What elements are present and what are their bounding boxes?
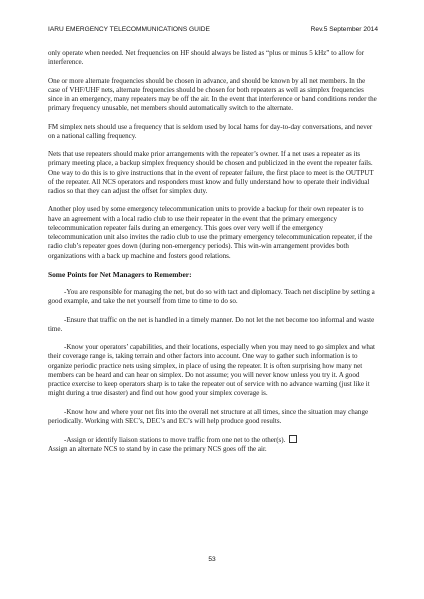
paragraph: Another ploy used by some emergency telecommunication units to provide a backup for their own repeater is to have an agreement with a local radio club to use their repeater in the event that the primary emergency telecommunication repeater fails during an emergency. This goes over very well if the emergency telecommunication unit also invites the radio club to use the primary emergency telecommunication repeater, if the radio club’s repeater goes down (during non-emergency periods). This win-win arrangement provides both organizations with a back up machine and fosters good relations.: [48, 205, 373, 260]
header-title: IARU EMERGENCY TELECOMMUNICATIONS GUIDE: [48, 26, 210, 33]
list-item-text: -Assign or identify liaison stations to move traffic from one net to the other(s).: [64, 436, 286, 444]
header-revision: Rev.5 September 2014: [310, 26, 378, 33]
list-item: [48, 435, 378, 455]
paragraph: only operate when needed. Net frequencies on HF should always be listed as “plus or minus 5 kHz” to allow for interference.: [48, 49, 365, 67]
checkbox-icon: [289, 435, 297, 443]
list-item-text-continued: Assign an alternate NCS to stand by in case the primary NCS goes off the air.: [48, 445, 267, 454]
body-text: [48, 49, 378, 464]
list-item: -Know how and where your net fits into the overall net structure at all times, since the situation may change periodically. Working with SEC’s, DEC’s and EC’s will help produce good results.: [48, 407, 369, 425]
page-number: 53: [208, 556, 216, 563]
paragraph: Nets that use repeaters should make prior arrangements with the repeater’s owner. If a net uses a repeater as its primary meeting place, a backup simplex frequency should be chosen and publicized in the event the repeater fails. One way to do this is to give instructions that in the event of repeater failure, the first place to meet is the OUTPUT of the repeater. All NCS operators and responders must know and fully understand how to operate their individual radios so that they can adjust the offset for simplex duty.: [48, 150, 374, 195]
list-item: -You are responsible for managing the net, but do so with tact and diplomacy. Teach net discipline by setting a good example, and take the net yourself from time to time to do so.: [48, 288, 375, 306]
list-item: -Ensure that traffic on the net is handled in a timely manner. Do not let the net become too informal and waste time.: [48, 315, 375, 333]
paragraph: FM simplex nets should use a frequency that is seldom used by local hams for day-to-day conversations, and never on a national calling frequency.: [48, 122, 373, 140]
section-heading: Some Points for Net Managers to Remember:: [48, 269, 192, 279]
list-item: -Know your operators’ capabilities, and their locations, especially when you may need to go simplex and what their coverage range is, taking terrain and other factors into account. One way to gather such information is to organize periodic practice nets using simplex, in place of using the repeater. It is often surprising how many net members can be heard and can hear on simplex. Do not assume; you will never know unless you try it. A good practice exercise to keep operators sharp is to take the repeater out of service with no advance warning (just like it might during a true disaster) and find out how good your simplex coverage is.: [48, 343, 376, 398]
page-header: [48, 26, 378, 33]
paragraph: One or more alternate frequencies should be chosen in advance, and should be known by all net members. In the case of VHF/UHF nets, alternate frequencies should be chosen for both repeaters as well as simplex frequencies since in an emergency, many repeaters may be off the air. In the event that interference or band conditions render the primary frequency unusable, net members should automatically switch to the alternate.: [48, 76, 377, 113]
